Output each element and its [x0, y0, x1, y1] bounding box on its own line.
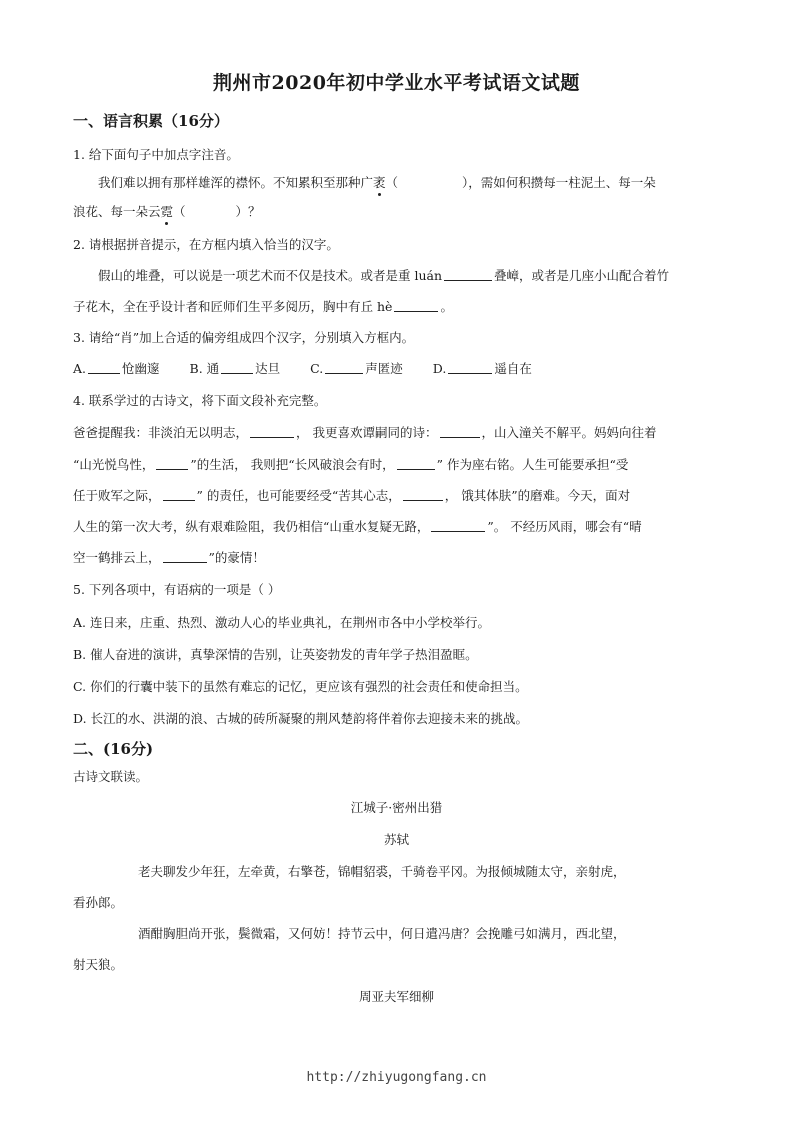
section-heading-2: 二、(16分) — [73, 740, 154, 758]
question-1-line-1: 我们难以拥有那样雄浑的襟怀。不知累积至那种广袤（ ），需如何积攒每一柱泥土、每一朵 — [98, 175, 656, 190]
question-4-line: 任于败军之际， ” 的责任，也可能要经受“苦其心志， ， 饿其体肤”的磨难。今天，面对 — [73, 488, 631, 503]
question-4-prompt: 4. 联系学过的古诗文，将下面文段补充完整。 — [73, 393, 327, 408]
fill-blank[interactable] — [448, 361, 492, 374]
next-text-title: 周亚夫军细柳 — [358, 989, 434, 1004]
option-c: C. 声匿迹 — [310, 361, 403, 376]
dotted-character: 袤 — [373, 175, 386, 190]
fill-blank[interactable] — [397, 457, 435, 470]
poem-stanza-1-line-2: 看孙郎。 — [73, 895, 124, 910]
fill-blank[interactable] — [394, 299, 438, 312]
question-4-line: 人生的第一次大考，纵有艰难险阻，我仍相信“山重水复疑无路， ”。 不经历风雨，哪会有“晴 — [73, 519, 642, 534]
question-2-line-2: 子花木，全在乎设计者和匠师们生平多阅历，胸中有丘 hè 。 — [73, 299, 453, 314]
poem-stanza-1-line-1: 老夫聊发少年狂，左牵黄，右擎苍，锦帽貂裘，千骑卷平冈。为报倾城随太守，亲射虎， — [138, 864, 626, 879]
poem-stanza-2-line-1: 酒酣胸胆尚开张，鬓微霜，又何妨！持节云中，何日遣冯唐？会挽雕弓如满月，西北望， — [138, 926, 626, 941]
question-2-prompt: 2. 请根据拼音提示，在方框内填入恰当的汉字。 — [73, 237, 339, 252]
question-1-prompt: 1. 给下面句子中加点字注音。 — [73, 147, 239, 162]
section-heading-1: 一、语言积累（16分） — [73, 112, 229, 130]
fill-blank[interactable] — [250, 425, 294, 438]
fill-blank[interactable] — [403, 488, 443, 501]
fill-blank[interactable] — [163, 550, 207, 563]
footer-url[interactable]: http://zhiyugongfang.cn — [306, 1070, 487, 1085]
question-3-options — [73, 359, 723, 377]
fill-blank[interactable] — [444, 268, 492, 281]
poem-title: 江城子·密州出猎 — [350, 800, 443, 815]
question-5-option-c[interactable]: C. 你们的行囊中装下的虽然有难忘的记忆，更应该有强烈的社会责任和使命担当。 — [73, 679, 528, 694]
question-5-option-d[interactable]: D. 长江的水、洪湖的浪、古城的砖所凝聚的荆风楚韵将伴着你去迎接未来的挑战。 — [73, 711, 529, 726]
poem-intro: 古诗文联读。 — [73, 769, 149, 784]
fill-blank[interactable] — [156, 457, 188, 470]
fill-blank[interactable] — [440, 425, 480, 438]
poem-stanza-2-line-2: 射天狼。 — [73, 957, 124, 972]
fill-blank[interactable] — [221, 361, 253, 374]
dotted-character: 霓 — [160, 204, 174, 219]
fill-blank[interactable] — [88, 361, 120, 374]
fill-blank[interactable] — [325, 361, 363, 374]
question-5-option-a[interactable]: A. 连日来，庄重、热烈、激动人心的毕业典礼，在荆州市各中小学校举行。 — [73, 615, 490, 630]
question-2-line-1: 假山的堆叠，可以说是一项艺术而不仅是技术。或者是重 luán 叠嶂，或者是几座小山配合着竹 — [98, 268, 670, 283]
poem-author: 苏轼 — [383, 832, 409, 847]
question-5-prompt: 5. 下列各项中，有语病的一项是（ ） — [73, 582, 281, 597]
fill-blank[interactable] — [163, 488, 195, 501]
fill-blank[interactable] — [431, 519, 485, 532]
option-b: B. 通 达旦 — [189, 361, 281, 376]
question-5-option-b[interactable]: B. 催人奋进的演讲，真挚深情的告别，让英姿勃发的青年学子热泪盈眶。 — [73, 647, 478, 662]
question-1-line-2: 浪花、每一朵云霓（ ）？ — [73, 204, 261, 219]
page-title: 荆州市2020年初中学业水平考试语文试题 — [213, 72, 580, 94]
option-a: A. 怆幽邃 — [73, 361, 160, 376]
question-3-prompt: 3. 请给“肖”加上合适的偏旁组成四个汉字，分别填入方框内。 — [73, 330, 415, 345]
question-4-line: 爸爸提醒我：非淡泊无以明志， ， 我更喜欢谭嗣同的诗： ，山入潼关不解平。妈妈向往着 — [73, 425, 657, 440]
option-d: D. 遥自在 — [432, 361, 532, 376]
question-4-line: “山光悦鸟性， ”的生活， 我则把“长风破浪会有时， ” 作为座右铭。人生可能要承担“受 — [73, 457, 629, 472]
question-4-line: 空一鹤排云上， ”的豪情！ — [73, 550, 265, 565]
